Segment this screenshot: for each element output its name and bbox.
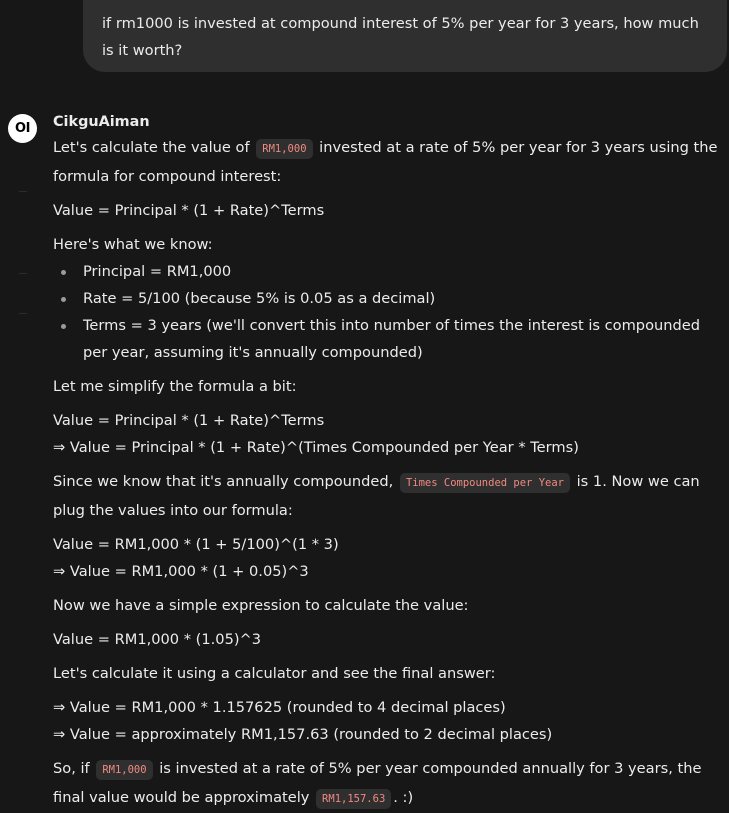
plug-line-1: Value = RM1,000 * (1 + 5/100)^(1 * 3) <box>53 536 339 553</box>
user-message-bubble <box>83 0 727 72</box>
list-item: Rate = 5/100 (because 5% is 0.05 as a decimal) <box>53 285 725 312</box>
calc-intro: Let's calculate it using a calculator and see the final answer: <box>53 665 496 682</box>
list-item: Principal = RM1,000 <box>53 258 725 285</box>
simplify-line-1: Value = Principal * (1 + Rate)^Terms <box>53 412 325 429</box>
simplify-line-2: ⇒ Value = Principal * (1 + Rate)^(Times Compounded per Year * Terms) <box>53 439 579 456</box>
final-text-start: So, if <box>53 760 95 777</box>
expression-line: Value = RM1,000 * (1.05)^3 <box>53 631 262 648</box>
known-intro: Here's what we know: <box>53 236 213 253</box>
gutter-mark <box>19 191 27 192</box>
gutter-mark <box>19 273 27 274</box>
assistant-avatar[interactable]: OI <box>8 114 37 143</box>
final-paragraph <box>53 755 725 813</box>
intro-text-start: Let's calculate the value of <box>53 139 255 156</box>
inline-code-result: RM1,157.63 <box>316 789 391 809</box>
final-text-end: . :) <box>393 789 414 806</box>
inline-code-times-compounded: Times Compounded per Year <box>400 473 570 493</box>
simplify-intro: Let me simplify the formula a bit: <box>53 378 297 395</box>
user-message-text: if rm1000 is invested at compound interest of 5% per year for 3 years, how much is it worth? <box>102 15 699 59</box>
assistant-name: CikguAiman <box>53 114 150 130</box>
annual-text-start: Since we know that it's annually compounded, <box>53 473 398 490</box>
gutter-mark <box>19 313 27 314</box>
known-values-list <box>53 258 725 366</box>
intro-text-end: invested at a rate of 5% per year for 3 years using the formula for compound interest: <box>53 139 718 185</box>
annual-paragraph <box>53 468 725 524</box>
final-text-middle: is invested at a rate of 5% per year compounded annually for 3 years, the final value would be approximately <box>53 760 702 806</box>
formula-line: Value = Principal * (1 + Rate)^Terms <box>53 202 325 219</box>
list-item: Terms = 3 years (we'll convert this into number of times the interest is compounded per year, assuming it's annually compounded) <box>53 312 725 366</box>
assistant-message <box>53 134 725 813</box>
plug-line-2: ⇒ Value = RM1,000 * (1 + 0.05)^3 <box>53 563 309 580</box>
inline-code-principal-final: RM1,000 <box>96 760 152 780</box>
annual-text-end: is 1. Now we can plug the values into our formula: <box>53 473 700 519</box>
expression-intro: Now we have a simple expression to calculate the value: <box>53 597 469 614</box>
calc-line-1: ⇒ Value = RM1,000 * 1.157625 (rounded to 4 decimal places) <box>53 699 506 716</box>
calc-line-2: ⇒ Value = approximately RM1,157.63 (rounded to 2 decimal places) <box>53 726 553 743</box>
inline-code-principal: RM1,000 <box>256 139 312 159</box>
intro-paragraph <box>53 134 725 190</box>
